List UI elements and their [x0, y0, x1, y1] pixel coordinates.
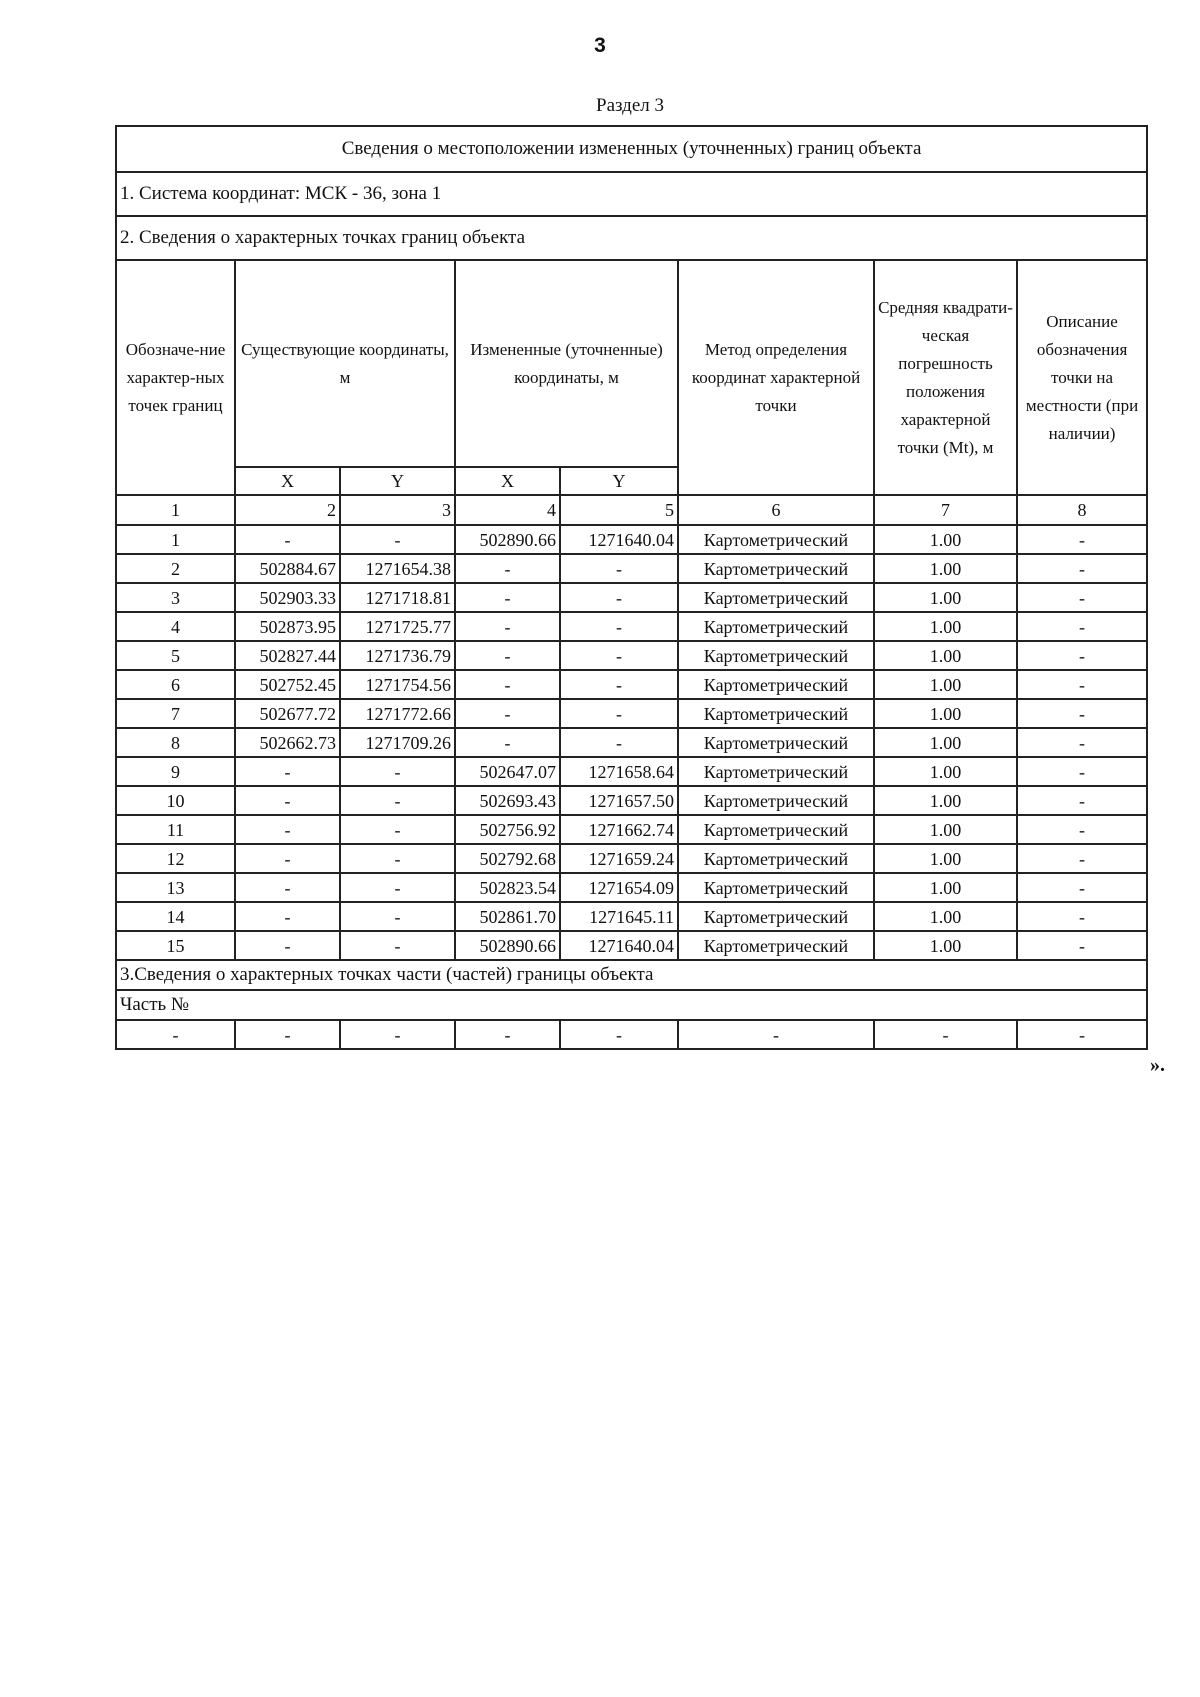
table-cell: -: [116, 1020, 235, 1049]
table-cell: -: [1017, 699, 1147, 728]
table-cell: 15: [116, 931, 235, 960]
table-cell: 1271657.50: [560, 786, 678, 815]
coordinate-system: 1. Система координат: МСК - 36, зона 1: [116, 172, 1147, 216]
table-cell: 1271658.64: [560, 757, 678, 786]
header-existing-coords: Существующие координаты, м: [235, 260, 455, 467]
table-cell: 502890.66: [455, 525, 560, 554]
table-cell: -: [1017, 525, 1147, 554]
section-label: Раздел 3: [596, 95, 664, 116]
table-cell: -: [1017, 554, 1147, 583]
table-cell: 1271725.77: [340, 612, 455, 641]
table-cell: 502861.70: [455, 902, 560, 931]
header-existing-x: X: [235, 467, 340, 495]
table-cell: 1271640.04: [560, 931, 678, 960]
table-cell: 1.00: [874, 641, 1017, 670]
table-cell: -: [560, 612, 678, 641]
table-cell: -: [1017, 873, 1147, 902]
table-cell: 1.00: [874, 554, 1017, 583]
table-row: [116, 844, 1147, 873]
table-cell: 1.00: [874, 612, 1017, 641]
table-cell: -: [1017, 728, 1147, 757]
table-cell: -: [678, 1020, 874, 1049]
table-cell: Картометрический: [678, 583, 874, 612]
table-cell: Картометрический: [678, 844, 874, 873]
part-label: Часть №: [116, 990, 1147, 1020]
table-cell: 1271754.56: [340, 670, 455, 699]
table-cell: -: [455, 641, 560, 670]
table-cell: 1271640.04: [560, 525, 678, 554]
table-title: Сведения о местоположении измененных (уточненных) границ объекта: [116, 126, 1147, 172]
table-row: [116, 554, 1147, 583]
table-cell: -: [340, 902, 455, 931]
table-cell: 12: [116, 844, 235, 873]
table-cell: 502752.45: [235, 670, 340, 699]
table-cell: 1: [116, 495, 235, 525]
table-cell: 502903.33: [235, 583, 340, 612]
table-row: [116, 728, 1147, 757]
table-cell: -: [455, 583, 560, 612]
table-cell: -: [1017, 902, 1147, 931]
table-cell: Картометрический: [678, 641, 874, 670]
table-cell: -: [455, 612, 560, 641]
table-cell: 1271736.79: [340, 641, 455, 670]
table-cell: -: [1017, 583, 1147, 612]
table-cell: 1271659.24: [560, 844, 678, 873]
table-cell: 502662.73: [235, 728, 340, 757]
table-cell: -: [560, 670, 678, 699]
table-cell: 502792.68: [455, 844, 560, 873]
table-cell: 502756.92: [455, 815, 560, 844]
table-cell: -: [340, 931, 455, 960]
table-cell: 7: [116, 699, 235, 728]
table-row: [116, 612, 1147, 641]
table-cell: -: [1017, 786, 1147, 815]
table-cell: -: [455, 670, 560, 699]
table-cell: 1.00: [874, 583, 1017, 612]
table-cell: 1: [116, 525, 235, 554]
table-cell: -: [560, 699, 678, 728]
table-cell: -: [340, 786, 455, 815]
table-cell: 13: [116, 873, 235, 902]
table-cell: 1271718.81: [340, 583, 455, 612]
table-cell: 6: [116, 670, 235, 699]
closing-quote: ».: [1150, 1054, 1165, 1076]
table-cell: 8: [1017, 495, 1147, 525]
table-cell: Картометрический: [678, 815, 874, 844]
table-row: [116, 525, 1147, 554]
table-cell: -: [1017, 844, 1147, 873]
table-cell: -: [340, 844, 455, 873]
table-cell: 502827.44: [235, 641, 340, 670]
header-description: Описание обозначения точки на местности (при наличии): [1017, 260, 1147, 495]
table-cell: 1.00: [874, 757, 1017, 786]
table-cell: -: [560, 728, 678, 757]
table-cell: 2: [235, 495, 340, 525]
table-cell: 3: [340, 495, 455, 525]
table-cell: Картометрический: [678, 670, 874, 699]
table-cell: -: [1017, 670, 1147, 699]
table-row: [116, 815, 1147, 844]
table-cell: -: [235, 902, 340, 931]
header-method: Метод определения координат характерной точки: [678, 260, 874, 495]
table-cell: Картометрический: [678, 786, 874, 815]
table-row: [116, 699, 1147, 728]
table-cell: -: [340, 525, 455, 554]
table-cell: Картометрический: [678, 699, 874, 728]
table-cell: 1271709.26: [340, 728, 455, 757]
table-cell: -: [455, 728, 560, 757]
table-cell: -: [455, 699, 560, 728]
table-cell: -: [235, 1020, 340, 1049]
table-row: [116, 873, 1147, 902]
table-cell: 1271772.66: [340, 699, 455, 728]
table-cell: 9: [116, 757, 235, 786]
table-cell: 2: [116, 554, 235, 583]
table-cell: -: [1017, 1020, 1147, 1049]
table-cell: -: [235, 815, 340, 844]
column-number-row: [116, 495, 1147, 525]
table-cell: -: [874, 1020, 1017, 1049]
header-changed-y: Y: [560, 467, 678, 495]
table-cell: Картометрический: [678, 612, 874, 641]
boundary-points-table: [115, 125, 1148, 1050]
table-cell: -: [340, 757, 455, 786]
parts-heading: 3.Сведения о характерных точках части (частей) границы объекта: [116, 960, 1147, 990]
page-number: 3: [594, 34, 606, 57]
header-changed-coords: Измененные (уточненные) координаты, м: [455, 260, 678, 467]
header-existing-y: Y: [340, 467, 455, 495]
table-cell: 1.00: [874, 873, 1017, 902]
table-cell: 502677.72: [235, 699, 340, 728]
table-cell: -: [1017, 757, 1147, 786]
table-cell: -: [455, 1020, 560, 1049]
table-cell: Картометрический: [678, 728, 874, 757]
table-cell: 1.00: [874, 699, 1017, 728]
table-cell: 6: [678, 495, 874, 525]
table-cell: -: [455, 554, 560, 583]
table-cell: -: [560, 641, 678, 670]
table-row: [116, 583, 1147, 612]
table-cell: 8: [116, 728, 235, 757]
table-cell: -: [1017, 815, 1147, 844]
table-cell: 1.00: [874, 525, 1017, 554]
table-cell: 502647.07: [455, 757, 560, 786]
table-cell: 1.00: [874, 728, 1017, 757]
table-cell: 7: [874, 495, 1017, 525]
table-cell: Картометрический: [678, 757, 874, 786]
table-cell: Картометрический: [678, 902, 874, 931]
table-row: [116, 902, 1147, 931]
table-cell: 1271654.38: [340, 554, 455, 583]
table-cell: -: [235, 525, 340, 554]
table-cell: -: [235, 931, 340, 960]
table-row: [116, 641, 1147, 670]
table-row: [116, 786, 1147, 815]
header-designation: Обозначе-ние характер-ных точек границ: [116, 260, 235, 495]
table-cell: 502693.43: [455, 786, 560, 815]
table-cell: 3: [116, 583, 235, 612]
table-cell: 502890.66: [455, 931, 560, 960]
table-row: [116, 931, 1147, 960]
table-row: [116, 670, 1147, 699]
table-cell: Картометрический: [678, 931, 874, 960]
table-cell: -: [560, 554, 678, 583]
table-cell: 5: [116, 641, 235, 670]
header-changed-x: X: [455, 467, 560, 495]
table-cell: -: [235, 757, 340, 786]
table-cell: 1.00: [874, 844, 1017, 873]
table-cell: 1.00: [874, 815, 1017, 844]
table-row: [116, 757, 1147, 786]
table-cell: -: [235, 786, 340, 815]
table-cell: -: [340, 815, 455, 844]
table-cell: 1271645.11: [560, 902, 678, 931]
table-cell: -: [235, 873, 340, 902]
table-cell: Картометрический: [678, 525, 874, 554]
part-row: [116, 1020, 1147, 1049]
points-heading: 2. Сведения о характерных точках границ объекта: [116, 216, 1147, 260]
table-cell: 11: [116, 815, 235, 844]
table-cell: Картометрический: [678, 873, 874, 902]
header-error: Средняя квадрати-ческая погрешность положения характерной точки (Mt), м: [874, 260, 1017, 495]
table-cell: 1271654.09: [560, 873, 678, 902]
table-cell: 4: [116, 612, 235, 641]
table-cell: Картометрический: [678, 554, 874, 583]
table-cell: -: [1017, 612, 1147, 641]
table-cell: -: [560, 1020, 678, 1049]
table-cell: -: [1017, 931, 1147, 960]
table-cell: 1.00: [874, 902, 1017, 931]
table-cell: 1271662.74: [560, 815, 678, 844]
table-cell: 1.00: [874, 931, 1017, 960]
table-cell: -: [340, 873, 455, 902]
table-cell: 10: [116, 786, 235, 815]
table-cell: 502823.54: [455, 873, 560, 902]
table-cell: -: [560, 583, 678, 612]
table-cell: 4: [455, 495, 560, 525]
table-cell: 1.00: [874, 786, 1017, 815]
table-cell: 502873.95: [235, 612, 340, 641]
table-cell: -: [340, 1020, 455, 1049]
table-cell: 14: [116, 902, 235, 931]
table-cell: -: [235, 844, 340, 873]
table-cell: -: [1017, 641, 1147, 670]
table-cell: 502884.67: [235, 554, 340, 583]
table-cell: 5: [560, 495, 678, 525]
table-cell: 1.00: [874, 670, 1017, 699]
